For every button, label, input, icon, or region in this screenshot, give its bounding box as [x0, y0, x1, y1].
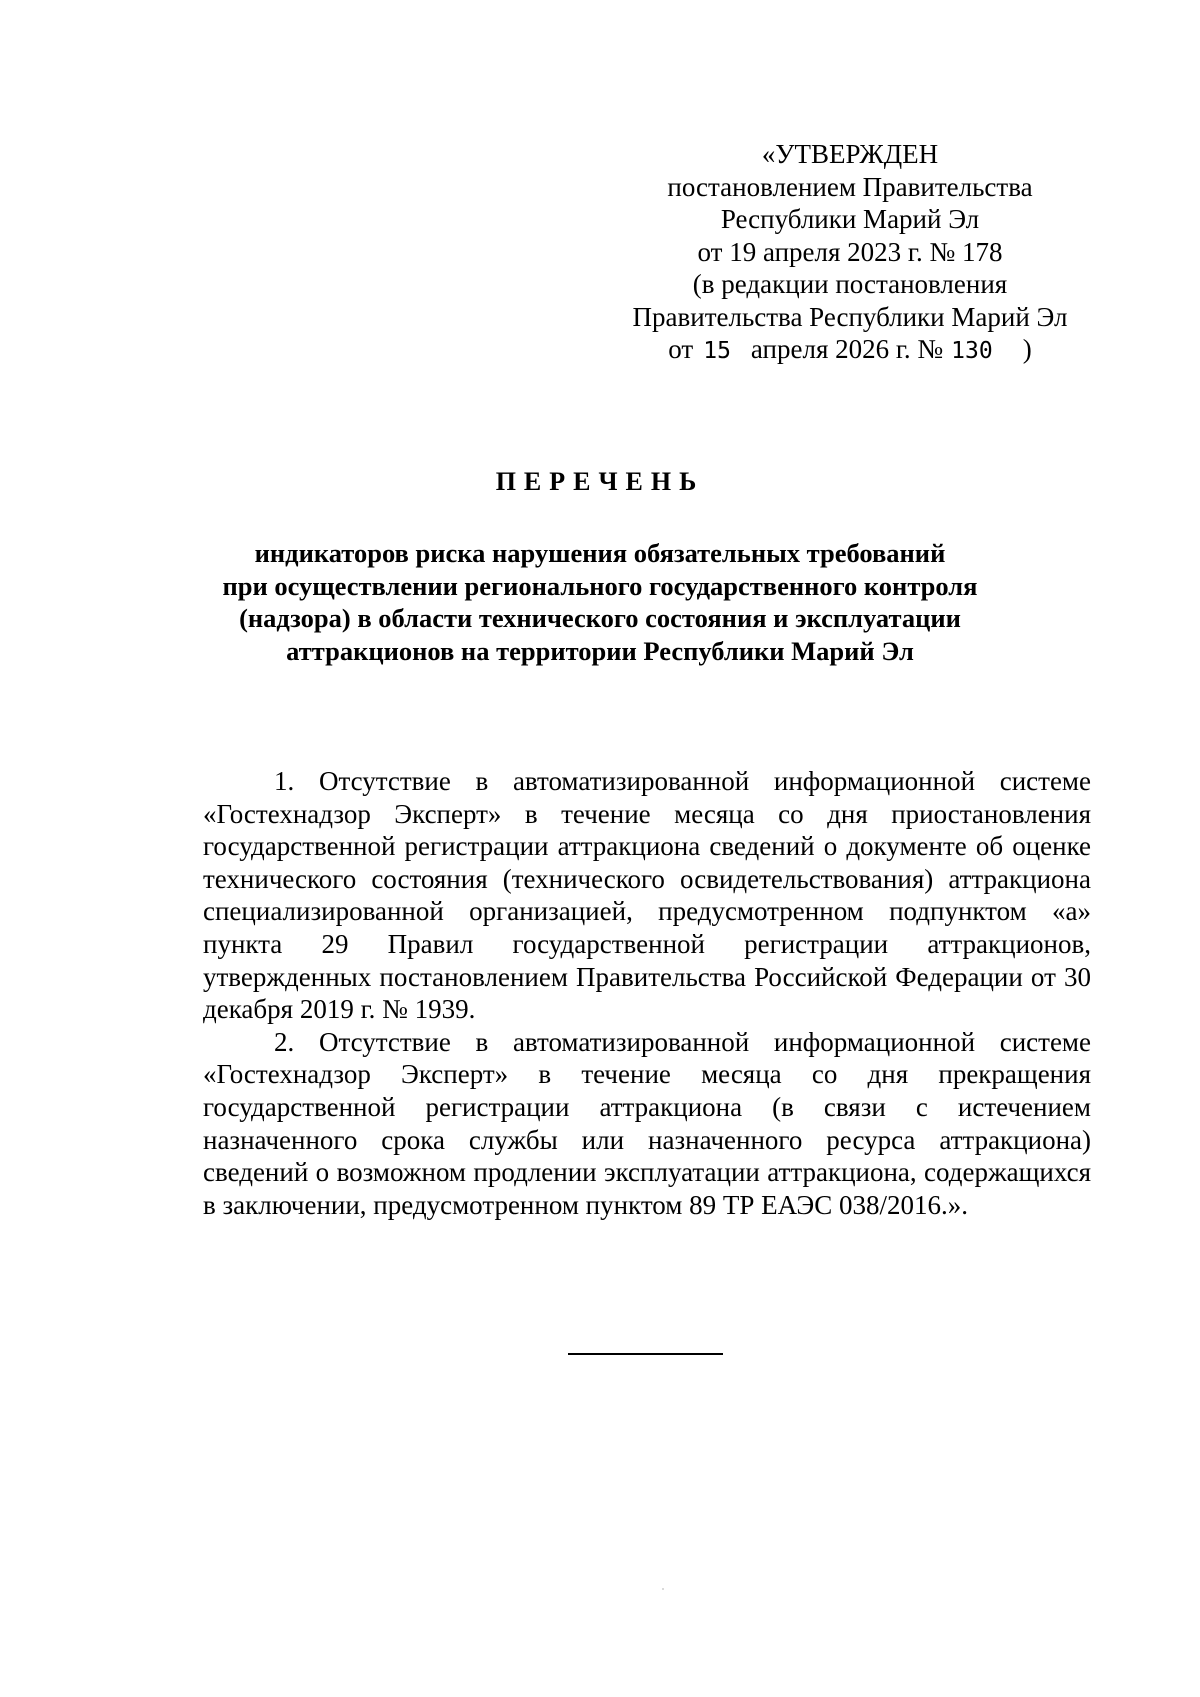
document-subtitle — [180, 537, 1020, 667]
subtitle-line: аттракционов на территории Республики Марий Эл — [286, 635, 914, 666]
closing-divider — [568, 1353, 723, 1355]
document-title: ПЕРЕЧЕНЬ — [495, 467, 705, 496]
subtitle-line: (надзора) в области технического состояния и эксплуатации — [239, 603, 961, 633]
approval-line: (в редакции постановления — [692, 269, 1008, 299]
paragraph-item-1: 1. Отсутствие в автоматизированной информационной системе «Гостехнадзор Эксперт» в течение месяца со дня приостановления государственной регистрации аттракциона сведений о документе об оценке технического состояния (технического освидетельствования) аттракциона специализированной организацией, предусмотренном подпунктом «а» пункта 29 Правил государственной регистрации аттракционов, утвержденных постановлением Правительства Российской Федерации от 30 декабря 2019 г. № 1939. — [203, 766, 1091, 1025]
document-body — [203, 765, 1091, 1221]
approval-line: постановлением Правительства — [667, 171, 1033, 202]
subtitle-line: при осуществлении регионального государственного контроля — [222, 570, 978, 601]
scan-speck — [662, 1588, 664, 1590]
amendment-middle: апреля 2026 г. № — [750, 334, 944, 364]
amendment-number: 130 — [951, 338, 993, 364]
amendment-day: 15 — [703, 338, 731, 364]
approval-line: от 19 апреля 2023 г. № 178 — [697, 236, 1003, 267]
approval-line: «УТВЕРЖДЕН — [761, 139, 939, 169]
amendment-date-line — [600, 333, 1100, 368]
amendment-prefix: от — [668, 334, 694, 364]
approval-line: Правительства Республики Марий Эл — [632, 301, 1068, 332]
amendment-suffix: ) — [1022, 334, 1032, 364]
paragraph-item-2: 2. Отсутствие в автоматизированной информационной системе «Гостехнадзор Эксперт» в течение месяца со дня прекращения государственной регистрации аттракциона (в связи с истечением назначенного срока службы или назначенного ресурса аттракциона) сведений о возможном продлении эксплуатации аттракциона, содержащихся в заключении, предусмотренном пунктом 89 ТР ЕАЭС 038/2016.». — [203, 1026, 1091, 1220]
approval-line: Республики Марий Эл — [720, 204, 980, 234]
subtitle-line: индикаторов риска нарушения обязательных требований — [254, 538, 946, 568]
approval-stamp — [600, 138, 1100, 368]
